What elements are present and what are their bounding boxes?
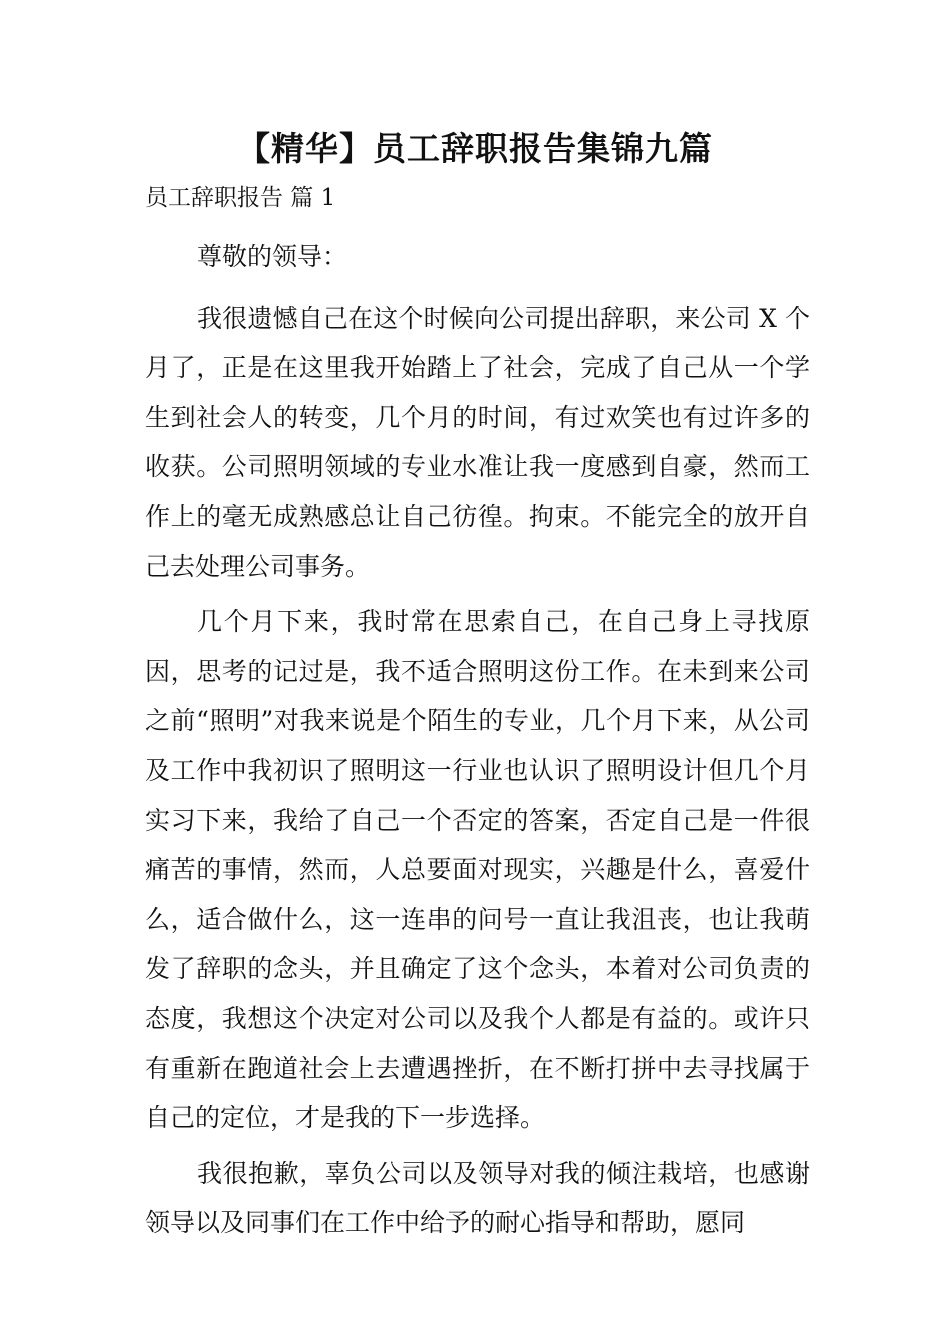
letter-greeting: 尊敬的领导： <box>197 242 348 271</box>
letter-paragraph: 几个月下来，我时常在思索自己，在自己身上寻找原因，思考的记过是，我不适合照明这份工作。在未到来公司之前“照明”对我来说是个陌生的专业，几个月下来，从公司及工作中我初识了照明这一行业也认识了照明设计但几个月实习下来，我给了自己一个否定的答案，否定自己是一件很痛苦的事情，然而，人总要面对现实，兴趣是什么，喜爱什么，适合做什么，这一连串的问号一直让我沮丧，也让我萌发了辞职的念头，并且确定了这个念头，本着对公司负责的态度，我想这个决定对公司以及我个人都是有益的。或许只有重新在跑道社会上去遭遇挫折，在不断打拼中去寻找属于自己的定位，才是我的下一步选择。 <box>145 607 810 1133</box>
letter-paragraph: 我很遗憾自己在这个时候向公司提出辞职，来公司 X 个月了，正是在这里我开始踏上了社会，完成了自己从一个学生到社会人的转变，几个月的时间，有过欢笑也有过许多的收获。公司照明领域的专业水准让我一度感到自豪，然而工作上的毫无成熟感总让自己彷徨。拘束。不能完全的放开自己去处理公司事务。 <box>145 303 810 581</box>
letter-paragraph: 我很抱歉，辜负公司以及领导对我的倾注栽培，也感谢领导以及同事们在工作中给予的耐心指导和帮助，愿同 <box>145 1158 810 1238</box>
document-title: 【精华】员工辞职报告集锦九篇 <box>237 129 713 168</box>
letter-body <box>145 232 810 1254</box>
section-heading: 员工辞职报告 篇 1 <box>145 185 336 211</box>
